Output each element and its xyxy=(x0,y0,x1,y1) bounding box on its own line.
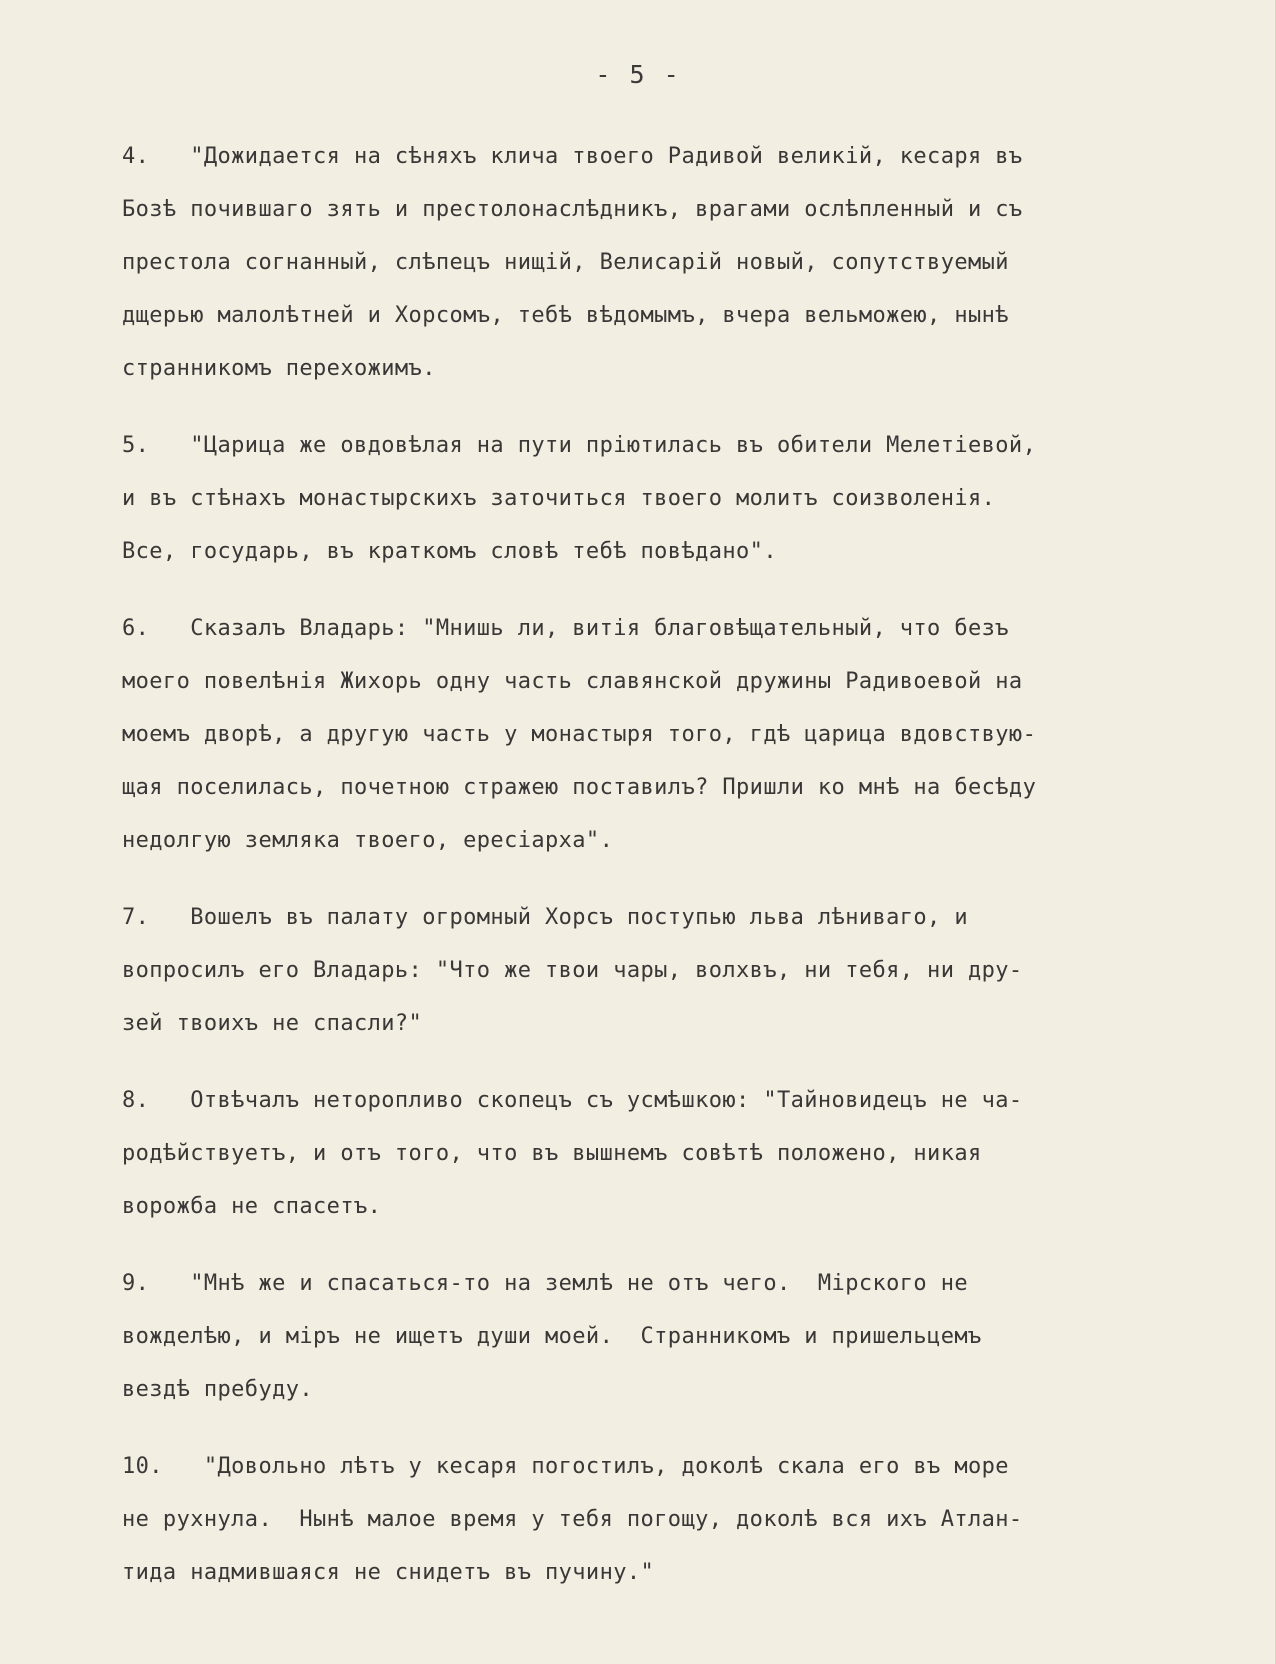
paragraph-7 xyxy=(122,891,1242,1050)
page-body xyxy=(122,130,1242,1623)
text-line: ворожба не спасетъ. xyxy=(122,1194,382,1219)
paragraph-6 xyxy=(122,602,1242,867)
text-line: странникомъ перехожимъ. xyxy=(122,356,436,381)
text-line: вопросилъ его Владарь: "Что же твои чары, волхвъ, ни тебя, ни дру- xyxy=(122,958,1023,983)
text-line: щая поселилась, почетною стражею поставилъ? Пришли ко мнѣ на бесѣду xyxy=(122,775,1037,800)
text-line: и въ стѣнахъ монастырскихъ заточиться твоего молитъ соизволенія. xyxy=(122,486,996,511)
text-line: вездѣ пребуду. xyxy=(122,1377,314,1402)
text-line: моемъ дворѣ, а другую часть у монастыря того, гдѣ царица вдовствую- xyxy=(122,722,1037,747)
text-line: 7. Вошелъ въ палату огромный Хорсъ поступью льва лѣниваго, и xyxy=(122,905,968,930)
paragraph-10 xyxy=(122,1440,1242,1599)
text-line: 6. Сказалъ Владарь: "Мнишь ли, витія благовѣщательный, что безъ xyxy=(122,616,1009,641)
page-number: - 5 - xyxy=(595,60,681,89)
paragraph-8 xyxy=(122,1074,1242,1233)
text-line: 10. "Довольно лѣтъ у кесаря погостилъ, доколѣ скала его въ море xyxy=(122,1454,1009,1479)
text-line: моего повелѣнія Жихорь одну часть славянской дружины Радивоевой на xyxy=(122,669,1023,694)
text-line: родѣйствуетъ, и отъ того, что въ вышнемъ совѣтѣ положено, никая xyxy=(122,1141,982,1166)
text-line: вожделѣю, и міръ не ищетъ души моей. Странникомъ и пришельцемъ xyxy=(122,1324,982,1349)
paragraph-4 xyxy=(122,130,1242,395)
text-line: 8. Отвѣчалъ неторопливо скопецъ съ усмѣшкою: "Тайновидецъ не ча- xyxy=(122,1088,1023,1113)
text-line: Бозѣ почившаго зять и престолонаслѣдникъ, врагами ослѣпленный и съ xyxy=(122,197,1023,222)
text-line: 5. "Царица же овдовѣлая на пути пріютилась въ обители Мелетіевой, xyxy=(122,433,1037,458)
text-line: 4. "Дожидается на сѣняхъ клича твоего Радивой великій, кесаря въ xyxy=(122,144,1023,169)
paragraph-9 xyxy=(122,1257,1242,1416)
text-line: недолгую земляка твоего, ересіарха". xyxy=(122,828,614,853)
text-line: престола согнанный, слѣпецъ нищій, Велисарій новый, сопутствуемый xyxy=(122,250,1009,275)
text-line: Все, государь, въ краткомъ словѣ тебѣ повѣдано". xyxy=(122,539,777,564)
text-line: 9. "Мнѣ же и спасаться-то на землѣ не отъ чего. Мірского не xyxy=(122,1271,968,1296)
paragraph-5 xyxy=(122,419,1242,578)
text-line: тида надмившаяся не снидетъ въ пучину." xyxy=(122,1560,655,1585)
text-line: зей твоихъ не спасли?" xyxy=(122,1011,423,1036)
text-line: дщерью малолѣтней и Хорсомъ, тебѣ вѣдомымъ, вчера вельможею, нынѣ xyxy=(122,303,1009,328)
text-line: не рухнула. Нынѣ малое время у тебя погощу, доколѣ вся ихъ Атлан- xyxy=(122,1507,1023,1532)
